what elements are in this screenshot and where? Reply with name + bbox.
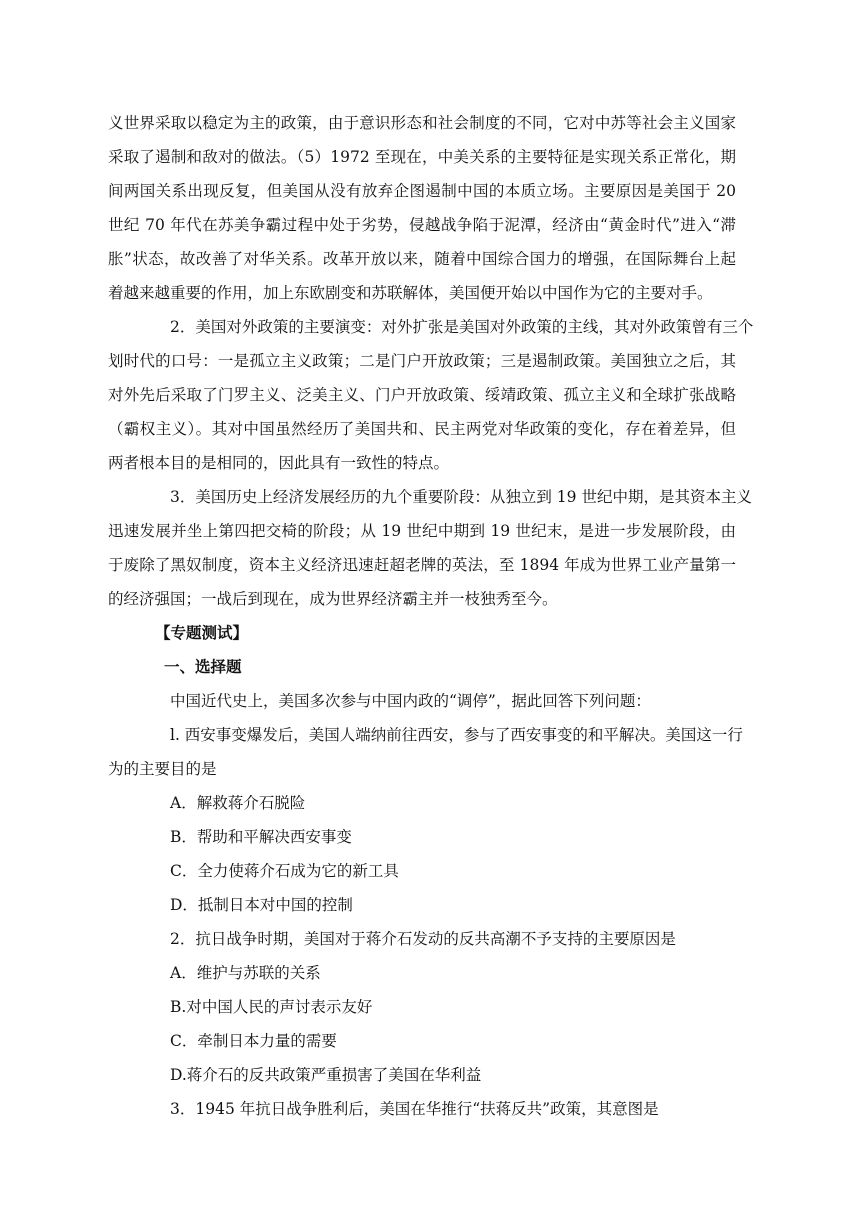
question-2-option-a: A．维护与苏联的关系 <box>170 964 321 982</box>
paragraph-2-line-5: 两者根本目的是相同的，因此具有一致性的特点。 <box>108 454 450 472</box>
paragraph-2-line-3: 对外先后采取了门罗主义、泛美主义、门户开放政策、绥靖政策、孤立主义和全球扩张战略 <box>108 386 736 404</box>
paragraph-3-line-3: 于废除了黑奴制度，资本主义经济迅速赶超老牌的英法，至 1894 年成为世界工业产量第一 <box>108 556 736 574</box>
paragraph-3-line-2: 迅速发展并坐上第四把交椅的阶段；从 19 世纪中期到 19 世纪末，是进一步发展阶段，由 <box>108 522 736 540</box>
question-1-option-b: B．帮助和平解决西安事变 <box>170 828 352 846</box>
paragraph-3-line-4: 的经济强国；一战后到现在，成为世界经济霸主并一枝独秀至今。 <box>108 590 558 608</box>
paragraph-1-line-1: 义世界采取以稳定为主的政策，由于意识形态和社会制度的不同，它对中苏等社会主义国家 <box>108 114 736 132</box>
paragraph-1-line-6: 着越来越重要的作用，加上东欧剧变和苏联解体，美国便开始以中国作为它的主要对手。 <box>108 284 713 302</box>
question-1-option-c: C．全力使蒋介石成为它的新工具 <box>170 862 399 880</box>
paragraph-1-line-5: 胀”状态，故改善了对华关系。改革开放以来，随着中国综合国力的增强，在国际舞台上起 <box>108 250 736 268</box>
question-intro: 中国近代史上，美国多次参与中国内政的“调停”，据此回答下列问题： <box>170 692 651 710</box>
question-2-option-b: B.对中国人民的声讨表示友好 <box>170 998 373 1016</box>
question-1-option-d: D．抵制日本对中国的控制 <box>170 896 353 914</box>
paragraph-2-line-1: 2．美国对外政策的主要演变：对外扩张是美国对外政策的主线，其对外政策曾有三个 <box>170 318 754 336</box>
question-3-stem: 3．1945 年抗日战争胜利后，美国在华推行“扶蒋反共”政策，其意图是 <box>170 1100 659 1118</box>
question-2-option-c: C．牵制日本力量的需要 <box>170 1032 337 1050</box>
question-1-option-a: A．解救蒋介石脱险 <box>170 794 306 812</box>
paragraph-1-line-3: 间两国关系出现反复，但美国从没有放弃企图遏制中国的本质立场。主要原因是美国于 20 <box>108 182 736 200</box>
section-heading-test: 【专题测试】 <box>155 623 249 642</box>
paragraph-2-line-2: 划时代的口号：一是孤立主义政策；二是门户开放政策；三是遏制政策。美国独立之后，其 <box>108 352 736 370</box>
paragraph-3-line-1: 3．美国历史上经济发展经历的九个重要阶段：从独立到 19 世纪中期，是其资本主义 <box>170 488 752 506</box>
question-1-stem-line-2: 为的主要目的是 <box>108 760 217 778</box>
paragraph-1-line-4: 世纪 70 年代在苏美争霸过程中处于劣势，侵越战争陷于泥潭，经济由“黄金时代”进入“滞 <box>108 216 736 234</box>
paragraph-2-line-4: （霸权主义）。其对中国虽然经历了美国共和、民主两党对华政策的变化，存在着差异，但 <box>108 420 736 438</box>
question-1-stem-line-1: l. 西安事变爆发后，美国人端纳前往西安，参与了西安事变的和平解决。美国这一行 <box>170 726 743 744</box>
paragraph-1-line-2: 采取了遏制和敌对的做法。（5）1972 至现在，中美关系的主要特征是实现关系正常化，期 <box>108 148 736 166</box>
section-heading-choice: 一、选择题 <box>164 657 242 676</box>
question-2-option-d: D.蒋介石的反共政策严重损害了美国在华利益 <box>170 1066 482 1084</box>
question-2-stem: 2．抗日战争时期，美国对于蒋介石发动的反共高潮不予支持的主要原因是 <box>170 930 676 948</box>
